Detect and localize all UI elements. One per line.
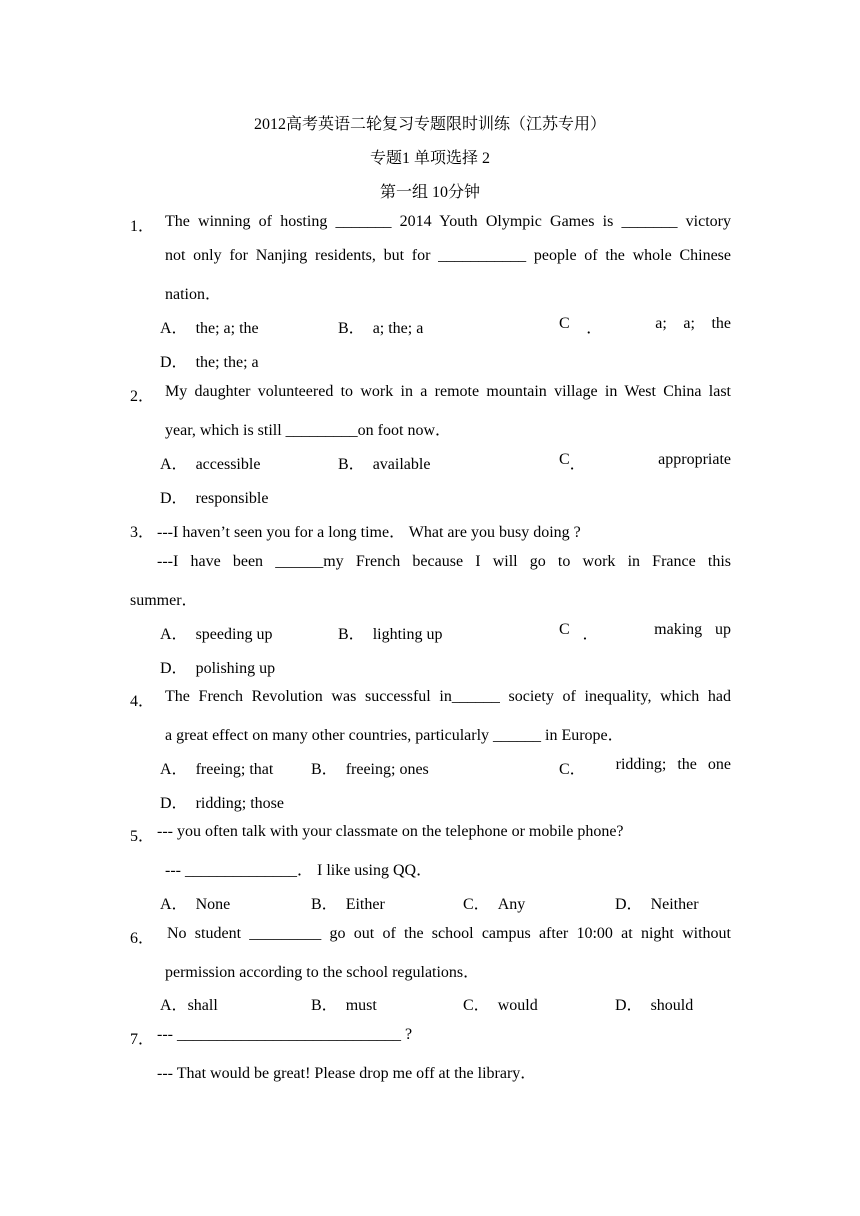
question-text-line: permission according to the school regulations． [165,964,480,981]
question-number: 7． [130,1031,155,1048]
question-text-line: not only for Nanjing residents, but for ___________ people of the whole Chinese [165,247,731,264]
option-b: B． available [338,456,431,473]
option-b: B． lighting up [338,626,443,643]
document-subtitle: 专题1 单项选择 2 [369,150,490,167]
option-d: D． responsible [160,490,269,507]
question-text-line: ---I haven’t seen you for a long time． What are you busy doing ? [157,524,581,541]
question-text-line: No student _________ go out of the school campus after 10:00 at night without [167,925,731,942]
option-c: C ． appropriate [559,451,731,473]
option-b: B． a; the; a [338,320,424,337]
question-text-line: --- ______________． I like using QQ． [165,862,433,879]
question-text-line: My daughter volunteered to work in a remote mountain village in West China last [165,383,731,400]
option-b: B． must [311,997,377,1014]
option-a: A． the; a; the [160,320,259,337]
question-text-line: --- you often talk with your classmate on the telephone or mobile phone? [157,823,624,840]
question-text-line: --- That would be great! Please drop me off at the library． [157,1065,537,1082]
question-number: 2． [130,388,155,405]
question-text-line: year, which is still _________on foot now． [165,422,452,439]
question-number: 3． [130,524,155,541]
option-b: B． Either [311,896,385,913]
option-d: D． should [615,997,694,1014]
option-c: C ． a; a; the [559,315,731,337]
question-text-line: The winning of hosting _______ 2014 Youth Olympic Games is _______ victory [165,213,731,230]
option-d: D． polishing up [160,660,276,677]
question-text-line: The French Revolution was successful in______ society of inequality, which had [165,688,731,705]
option-c: C． would [463,997,538,1014]
question-number: 4． [130,693,155,710]
option-b: B． freeing; ones [311,761,429,778]
question-text-line: a great effect on many other countries, particularly ______ in Europe． [165,727,624,744]
question-text-line: ---I have been ______my French because I will go to work in France this [157,553,731,570]
document-title: 2012高考英语二轮复习专题限时训练（江苏专用） [253,116,606,133]
option-a: A．shall [160,997,218,1014]
option-d: D． ridding; those [160,795,284,812]
question-text-line: summer． [130,592,198,609]
option-d: D． Neither [615,896,699,913]
option-a: A． accessible [160,456,261,473]
question-text-line: nation． [165,286,221,303]
option-a: A． freeing; that [160,761,274,778]
option-c: C ． making up [559,621,731,643]
group-heading: 第一组 10分钟 [379,184,480,201]
question-text-line: --- ____________________________ ? [157,1026,413,1043]
option-a: A． speeding up [160,626,273,643]
question-number: 1． [130,218,155,235]
option-c: C． Any [463,896,526,913]
question-number: 5． [130,828,155,845]
option-c: C． ridding; the one [559,756,731,778]
option-d: D． the; the; a [160,354,259,371]
option-a: A． None [160,896,231,913]
question-number: 6． [130,930,155,947]
